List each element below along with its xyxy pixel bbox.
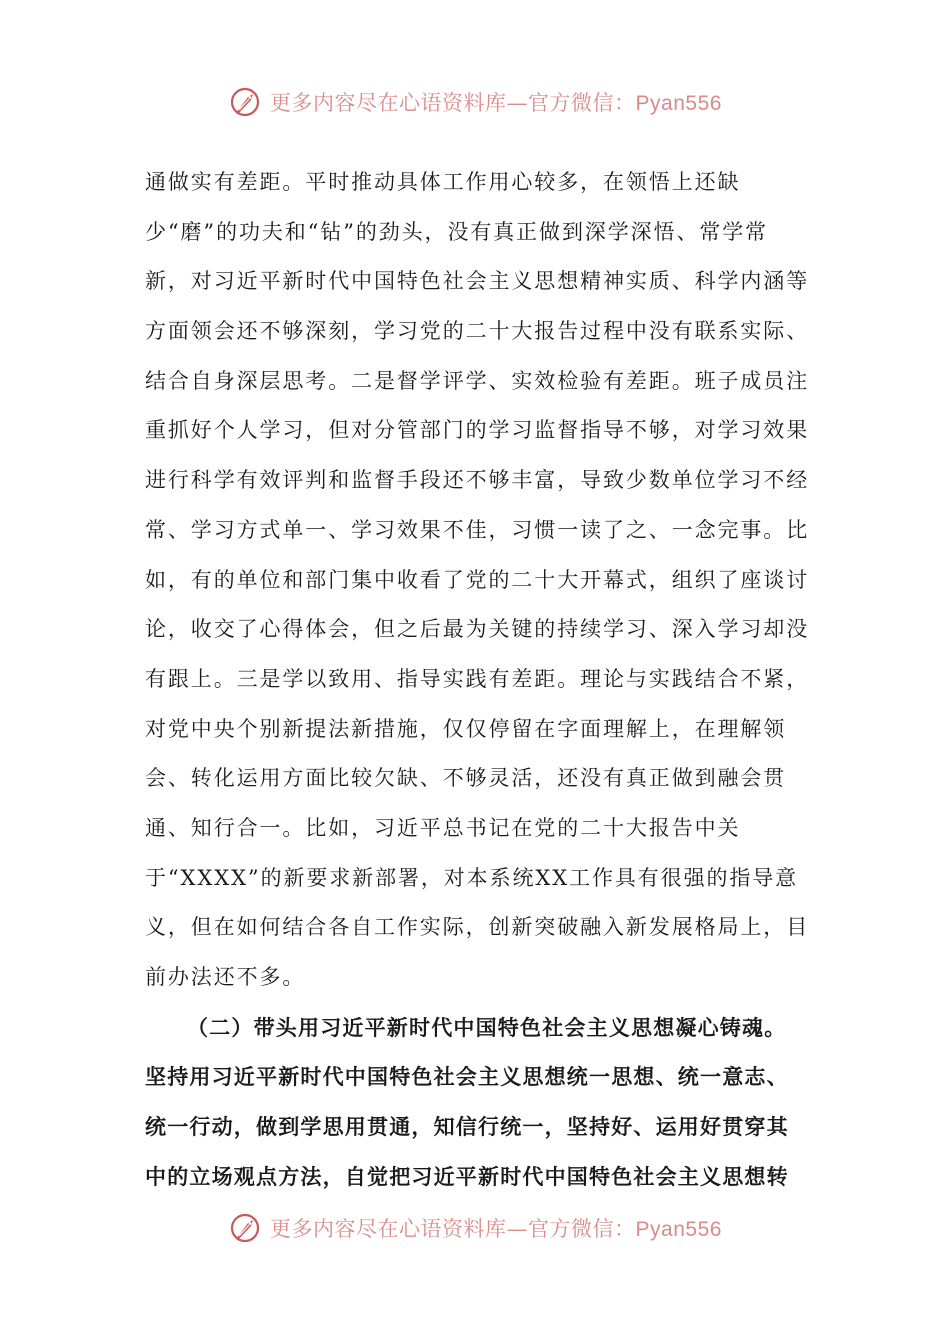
text-line: 通、知行合一。比如，习近平总书记在党的二十大报告中关 <box>145 815 741 840</box>
banner-text <box>270 87 722 117</box>
banner-handle: Pyan556 <box>635 92 722 115</box>
banner-handle: Pyan556 <box>635 1218 722 1241</box>
text-line: 少“磨”的功夫和“钻”的劲头，没有真正做到深学深悟、常学常 <box>145 219 769 244</box>
pen-nib-logo-icon <box>228 1211 262 1245</box>
header-banner <box>0 80 950 124</box>
text-line: 进行科学有效评判和监督手段还不够丰富，导致少数单位学习不经 <box>145 468 810 493</box>
text-line: 重抓好个人学习，但对分管部门的学习监督指导不够，对学习效果 <box>145 418 810 443</box>
document-body <box>145 158 810 1201</box>
text-line: 常、学习方式单一、学习效果不佳，习惯一读了之、一念完事。比 <box>145 517 810 542</box>
banner-slogan: 更多内容尽在心语资料库—官方微信： <box>270 91 636 115</box>
bold-text-line: 统一行动，做到学思用贯通，知信行统一，坚持好、运用好贯穿其 <box>145 1114 789 1140</box>
text-line: 义，但在如何结合各自工作实际，创新突破融入新发展格局上，目 <box>145 915 810 940</box>
footer-banner <box>0 1206 950 1250</box>
text-line: 方面领会还不够深刻，学习党的二十大报告过程中没有联系实际、 <box>145 319 810 344</box>
text-line: 前办法还不多。 <box>145 965 306 989</box>
text-line: 论，收交了心得体会，但之后最为关键的持续学习、深入学习却没 <box>145 617 810 642</box>
bold-text-line: 坚持用习近平新时代中国特色社会主义思想统一思想、统一意志、 <box>145 1064 789 1090</box>
section-heading: （二）带头用习近平新时代中国特色社会主义思想凝心铸魂。 <box>187 1014 787 1040</box>
text-line: 会、转化运用方面比较欠缺、不够灵活，还没有真正做到融会贯 <box>145 766 787 791</box>
text-line: 新，对习近平新时代中国特色社会主义思想精神实质、科学内涵等 <box>145 269 810 294</box>
banner-slogan: 更多内容尽在心语资料库—官方微信： <box>270 1217 636 1241</box>
text-line: 通做实有差距。平时推动具体工作用心较多，在领悟上还缺 <box>145 170 741 194</box>
bold-text-line: 中的立场观点方法，自觉把习近平新时代中国特色社会主义思想转 <box>145 1163 789 1189</box>
pen-nib-logo-icon <box>228 85 262 119</box>
text-line: 于“XXXX”的新要求新部署，对本系统XX工作具有很强的指导意 <box>145 865 799 890</box>
text-line: 结合自身深层思考。二是督学评学、实效检验有差距。班子成员注 <box>145 368 810 393</box>
banner-text <box>270 1213 722 1243</box>
text-line: 如，有的单位和部门集中收看了党的二十大开幕式，组织了座谈讨 <box>145 567 810 592</box>
text-line: 对党中央个别新提法新措施，仅仅停留在字面理解上，在理解领 <box>145 716 787 741</box>
text-line: 有跟上。三是学以致用、指导实践有差距。理论与实践结合不紧， <box>145 666 810 691</box>
